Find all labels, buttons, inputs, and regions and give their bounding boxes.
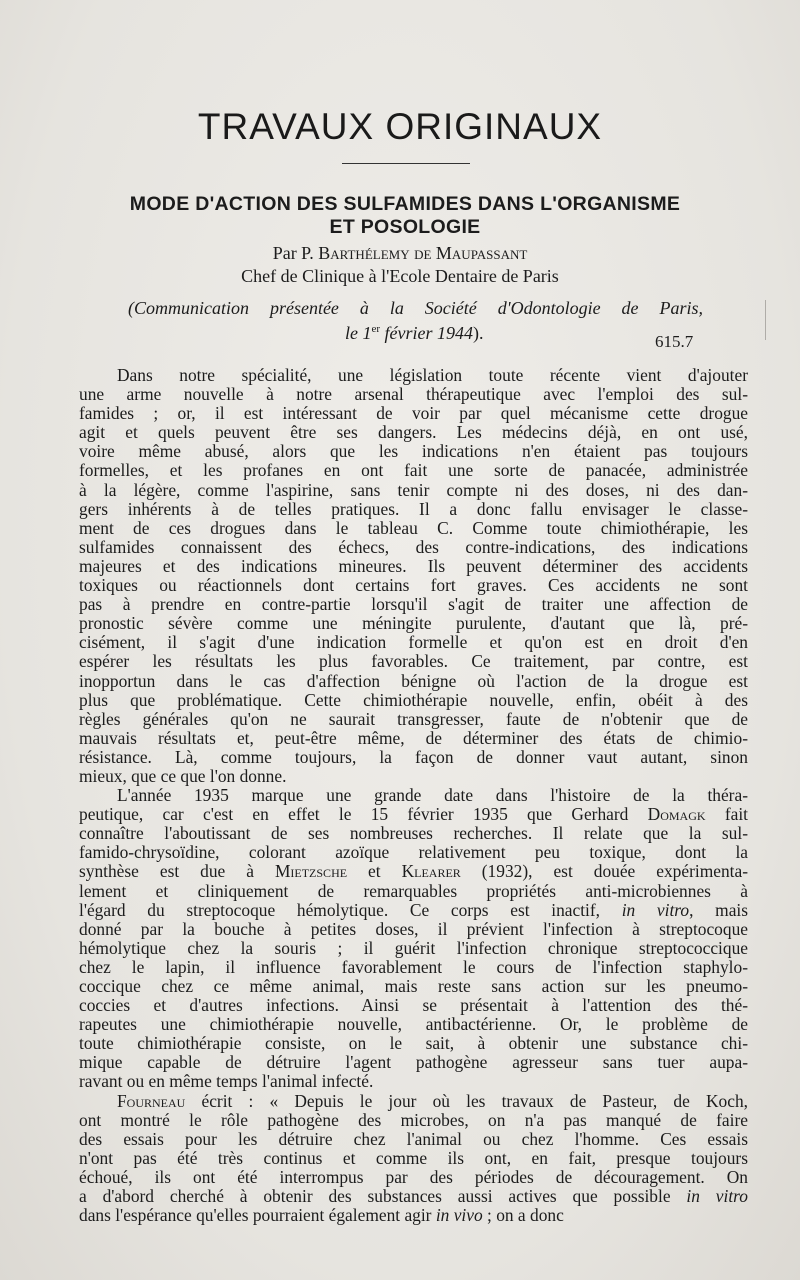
text-line: à la légère, comme l'aspirine, sans tenir compte ni des doses, ni des dan- <box>79 479 748 500</box>
text-line: voire même abusé, alors que les indications n'en étaient pas toujours <box>79 441 748 462</box>
text-line: plus que problématique. Cette chimiothérapie nouvelle, enfin, obéit à des <box>79 689 748 710</box>
text-line: agit et quels peuvent être ses dangers. Les médecins déjà, en ont usé, <box>79 422 748 443</box>
text-line: pas à prendre en contre-partie lorsqu'il s'agit de traiter une affection de <box>79 594 748 615</box>
text-line: chez le lapin, il influence favorablement le cours de l'infection staphylo- <box>79 956 748 977</box>
text-line: dans l'espérance qu'elles pourraient également agir in vivo ; on a donc <box>79 1205 564 1226</box>
text-line: ment de ces drogues dans le tableau C. Comme toute chimiothérapie, les <box>79 517 748 538</box>
text-line: lement et cliniquement de remarquables propriétés anti-microbiennes à <box>79 880 748 901</box>
author-prefix: Par P. <box>272 243 314 263</box>
text-line: famido-chrysoïdine, colorant azoïque relativement peu toxique, dont la <box>79 842 748 863</box>
text-line: inopportun dans le cas d'affection bénigne où l'action de la drogue est <box>79 670 748 691</box>
text-line: mieux, que ce que l'on donne. <box>79 765 287 786</box>
text-line: sulfamides connaissent des échecs, des contre-indications, des indications <box>79 536 748 557</box>
communication-note-line-1: (Communication présentée à la Société d'Odontologie de Paris, <box>128 298 703 318</box>
text-line: formelles, et les profanes en ont fait une sorte de panacée, administrée <box>79 460 748 481</box>
text-line: règles générales qu'on ne saurait transgresser, faute de n'obtenir que de <box>79 708 748 729</box>
text-line: mique capable de détruire l'agent pathogène agresseur sans tuer aupa- <box>79 1052 748 1073</box>
text-line: n'ont pas été très continus et comme ils ont, en fait, presque toujours <box>79 1147 748 1168</box>
text-line: pronostic sévère comme une méningite purulente, d'autant que là, pré- <box>79 613 748 634</box>
text-line: gers inhérents à de telles pratiques. Il a donc fallu envisager le classe- <box>79 498 748 519</box>
text-line: toute chimiothérapie consiste, on le sait, à obtenir une substance chi- <box>79 1033 748 1054</box>
text-line: ravant ou en même temps l'animal infecté. <box>79 1071 374 1092</box>
text-line: a d'abord cherché à obtenir des substances aussi actives que possible in vitro <box>79 1186 748 1207</box>
section-title: TRAVAUX ORIGINAUX <box>197 106 603 147</box>
author-affiliation: Chef de Clinique à l'Ecole Dentaire de Paris <box>241 266 559 286</box>
communication-note-line-2 <box>345 318 484 344</box>
text-line: coccique chez ce même animal, mais reste sans action sur les pneumo- <box>79 976 748 996</box>
article-title <box>60 193 750 239</box>
text-line: donné par la bouche à petites doses, il prévient l'infection à streptocoque <box>79 918 748 939</box>
text-line: résistance. Là, comme toujours, la façon de donner vaut autant, sinon <box>79 746 748 767</box>
text-line: Fourneau écrit : « Depuis le jour où les travaux de Pasteur, de Koch, <box>117 1090 748 1111</box>
text-line: échoué, ils ont été interrompus par des périodes de découragement. On <box>79 1166 748 1187</box>
text-line: cisément, il s'agit d'une indication formelle et qu'on est en droit d'en <box>79 632 748 653</box>
text-line: espérer les résultats les plus favorables. Ce traitement, par contre, est <box>79 651 748 672</box>
text-line: L'année 1935 marque une grande date dans l'histoire de la théra- <box>117 785 748 806</box>
text-line: majeures et des indications mineures. Ils peuvent déterminer des accidents <box>79 555 748 576</box>
title-rule <box>342 163 470 164</box>
text-line: ont montré le rôle pathogène des microbes, on n'a pas manqué de faire <box>79 1109 748 1130</box>
text-line: des essais pour les détruire chez l'animal ou chez l'homme. Ces essais <box>79 1128 748 1149</box>
text-line: toxiques ou réactionnels dont certains fort graves. Ces accidents ne sont <box>79 575 748 596</box>
communication-date-prefix: le 1 <box>345 323 372 343</box>
text-line: connaître l'aboutissant de ses nombreuses recherches. Il relate que la sul- <box>79 823 748 844</box>
text-line: l'égard du streptocoque hémolytique. Ce corps est inactif, in vitro, mais <box>79 899 749 920</box>
classification-number: 615.7 <box>655 332 694 351</box>
text-line: famides ; or, il est intéressant de voir par quel mécanisme cette drogue <box>79 403 748 424</box>
author-line <box>0 242 800 264</box>
communication-date: février 1944 <box>380 323 474 343</box>
text-line: Dans notre spécialité, une législation toute récente vient d'ajouter <box>117 365 748 385</box>
article-title-line-1: MODE D'ACTION DES SULFAMIDES DANS L'ORGANISME <box>129 193 681 215</box>
author-name: Barthélemy de Maupassant <box>318 243 528 263</box>
text-line: peutique, car c'est en effet le 15 février 1935 que Gerhard Domagk fait <box>79 804 749 825</box>
text-line: synthèse est due à Mietzsche et Klearer (1932), est douée expérimenta- <box>79 861 748 882</box>
text-line: mauvais résultats et, peut-être même, de déterminer des états de chimio- <box>79 727 748 748</box>
article-title-line-2: ET POSOLOGIE <box>329 216 481 238</box>
margin-mark <box>765 300 766 340</box>
article-body <box>79 366 748 1225</box>
text-line: coccies et d'autres infections. Ainsi se présentait à l'attention des thé- <box>79 995 748 1016</box>
communication-date-superscript: er <box>371 323 381 335</box>
text-line: rapeutes une chimiothérapie nouvelle, antibactérienne. Or, le problème de <box>79 1014 748 1035</box>
text-line: hémolytique chez la souris ; il guérit l'infection chronique streptococcique <box>79 937 748 958</box>
communication-close: ). <box>473 323 484 343</box>
text-line: une arme nouvelle à notre arsenal thérapeutique avec l'emploi des sul- <box>79 384 748 405</box>
